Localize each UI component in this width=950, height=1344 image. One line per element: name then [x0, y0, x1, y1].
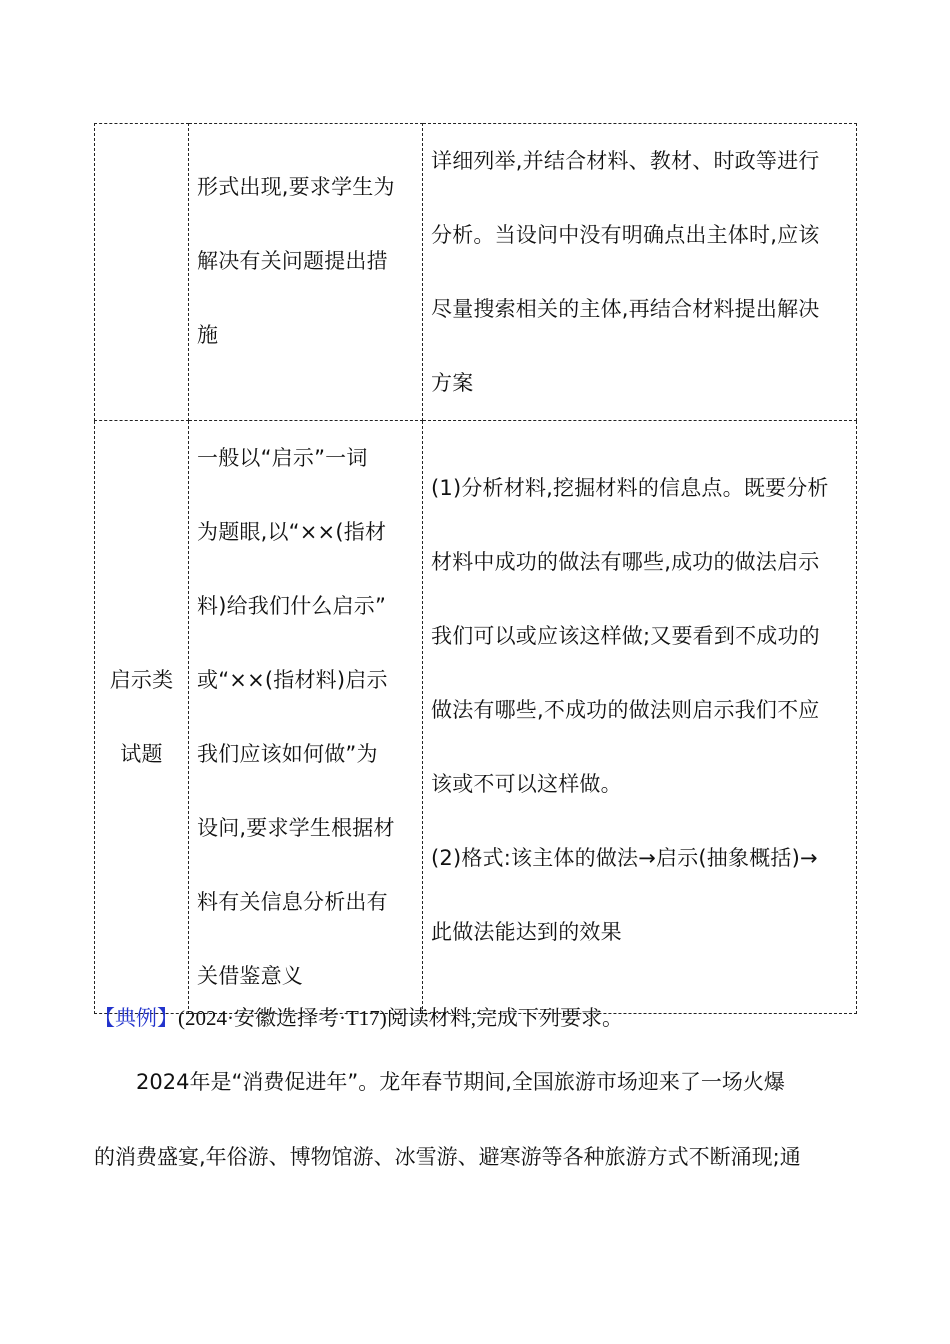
method-line: 详细列举,并结合材料、教材、时政等进行	[431, 149, 820, 173]
feature-line: 料)给我们什么启示”	[197, 594, 387, 618]
method-line: 方案	[431, 371, 474, 395]
table-row	[95, 124, 857, 421]
method-line: 分析。当设问中没有明确点出主体时,应该	[431, 223, 820, 247]
question-type-cell	[95, 421, 189, 1014]
feature-line: 解决有关问题提出措	[197, 249, 388, 273]
example-tag: 【典例】	[94, 1006, 178, 1030]
paragraph-line	[94, 1045, 860, 1120]
answer-method-cell	[423, 124, 857, 421]
method-line: 我们可以或应该这样做;又要看到不成功的	[431, 624, 820, 648]
question-feature-cell	[189, 421, 423, 1014]
feature-line: 我们应该如何做”为	[197, 742, 378, 766]
paragraph-line-text: 2024年是“消费促进年”。龙年春节期间,全国旅游市场迎来了一场火爆	[136, 1070, 785, 1094]
method-line: 尽量搜索相关的主体,再结合材料提出解决	[431, 297, 820, 321]
feature-line: 一般以“启示”一词	[197, 446, 368, 470]
feature-line: 料有关信息分析出有	[197, 890, 388, 914]
type-line: 启示类	[109, 668, 174, 692]
method-line: 材料中成功的做法有哪些,成功的做法启示	[431, 550, 820, 574]
feature-line: 或“××(指材料)启示	[197, 668, 388, 692]
example-heading	[94, 1000, 623, 1036]
table-row	[95, 421, 857, 1014]
example-paragraph	[94, 1045, 860, 1195]
answer-method-table	[94, 123, 857, 1014]
method-line: 该或不可以这样做。	[431, 772, 622, 796]
feature-line: 设问,要求学生根据材	[197, 816, 395, 840]
method-line: 此做法能达到的效果	[431, 920, 622, 944]
answer-method-cell	[423, 421, 857, 1014]
type-line: 试题	[120, 742, 163, 766]
feature-line: 为题眼,以“××(指材	[197, 520, 387, 544]
method-line: (1)分析材料,挖掘材料的信息点。既要分析	[431, 476, 829, 500]
method-line: (2)格式:该主体的做法→启示(抽象概括)→	[431, 846, 818, 870]
question-feature-cell	[189, 124, 423, 421]
paragraph-line: 的消费盛宴,年俗游、博物馆游、冰雪游、避寒游等各种旅游方式不断涌现;通	[94, 1145, 801, 1169]
example-source: (2024·安徽选择考·T17)阅读材料,完成下列要求。	[178, 1006, 624, 1030]
feature-line: 施	[197, 323, 219, 347]
feature-line: 形式出现,要求学生为	[197, 175, 395, 199]
feature-line: 关借鉴意义	[197, 964, 303, 988]
method-line: 做法有哪些,不成功的做法则启示我们不应	[431, 698, 820, 722]
question-type-cell	[95, 124, 189, 421]
